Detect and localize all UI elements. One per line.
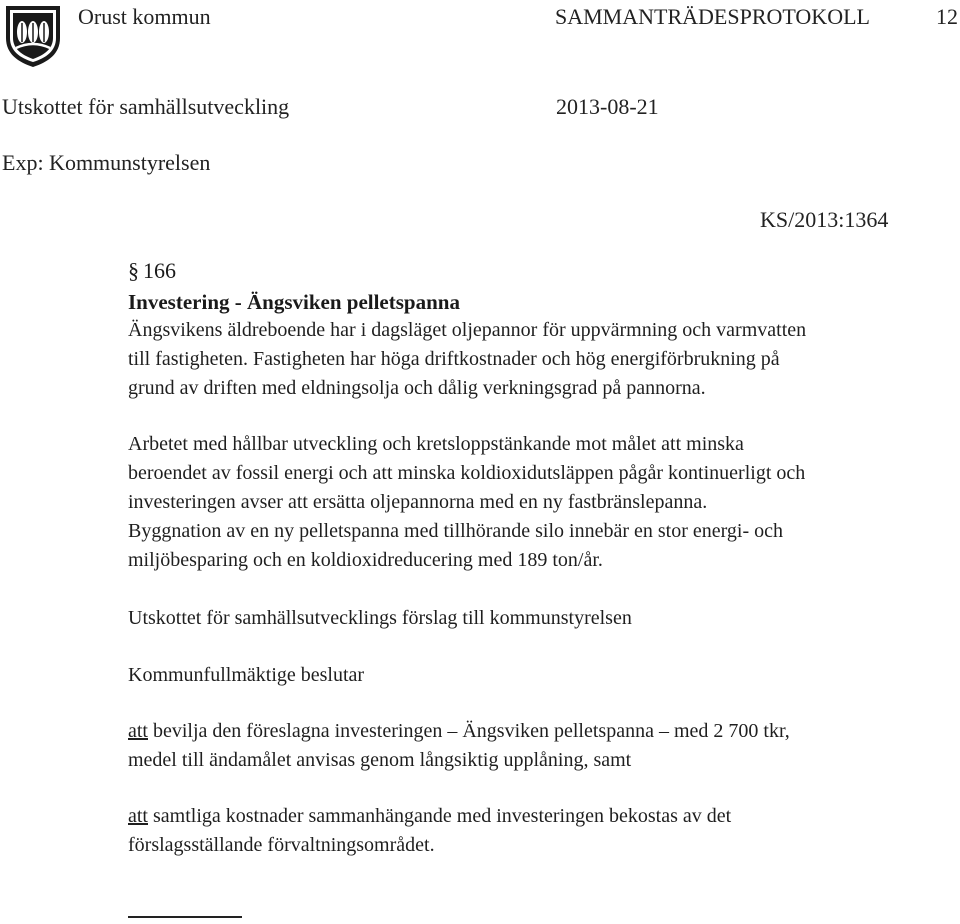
paragraph-line: beroendet av fossil energi och att minska koldioxidutsläppen pågår kontinuerligt och — [128, 462, 806, 484]
att-keyword: att — [128, 720, 148, 742]
decision-item-2 — [128, 802, 956, 860]
paragraph-line: grund av driften med eldningsolja och dålig verkningsgrad på pannorna. — [128, 377, 706, 399]
organization-name: Orust kommun — [78, 4, 211, 29]
committee-name: Utskottet för samhällsutveckling — [2, 94, 290, 119]
decision-line — [128, 717, 956, 746]
meeting-date: 2013-08-21 — [556, 94, 659, 119]
case-number: KS/2013:1364 — [760, 207, 889, 232]
decision-line: medel till ändamålet anvisas genom långsiktig upplåning, samt — [128, 749, 632, 771]
decision-heading — [128, 661, 956, 690]
decision-heading-text: Kommunfullmäktige beslutar — [128, 664, 365, 686]
document-type: SAMMANTRÄDESPROTOKOLL — [555, 4, 870, 29]
signature-line — [128, 916, 242, 918]
motivation-paragraph — [128, 430, 956, 575]
decision-text: bevilja den föreslagna investeringen – Ängsviken pelletspanna – med 2 700 tkr, — [148, 720, 790, 742]
att-keyword: att — [128, 805, 148, 827]
decision-line — [128, 802, 956, 831]
proposal-heading-text: Utskottet för samhällsutvecklings förslag till kommunstyrelsen — [128, 607, 632, 629]
paragraph-line: Ängsvikens äldreboende har i dagsläget oljepannor för uppvärmning och varmvatten — [128, 319, 807, 341]
paragraph-line: Byggnation av en ny pelletspanna med tillhörande silo innebär en stor energi- och — [128, 520, 784, 542]
section-title: Investering - Ängsviken pelletspanna — [128, 290, 460, 314]
paragraph-line: Arbetet med hållbar utveckling och kretsloppstänkande mot målet att minska — [128, 433, 744, 455]
decision-item-1 — [128, 717, 956, 775]
background-paragraph — [128, 316, 956, 403]
decision-text: samtliga kostnader sammanhängande med investeringen bekostas av det — [148, 805, 732, 827]
section-number-line — [128, 256, 176, 286]
section-sign: § — [128, 258, 139, 283]
decision-line: förslagsställande förvaltningsområdet. — [128, 834, 435, 856]
municipality-coat-of-arms — [4, 4, 62, 68]
proposal-heading — [128, 604, 956, 633]
expedition-recipient: Exp: Kommunstyrelsen — [2, 150, 211, 175]
paragraph-line: miljöbesparing och en koldioxidreducering med 189 ton/år. — [128, 549, 603, 571]
paragraph-line: till fastigheten. Fastigheten har höga driftkostnader och hög energiförbrukning på — [128, 348, 780, 370]
section-number: 166 — [143, 258, 176, 283]
page-number: 12 — [936, 4, 958, 29]
paragraph-line: investeringen avser att ersätta oljepannorna med en ny fastbränslepanna. — [128, 491, 708, 513]
